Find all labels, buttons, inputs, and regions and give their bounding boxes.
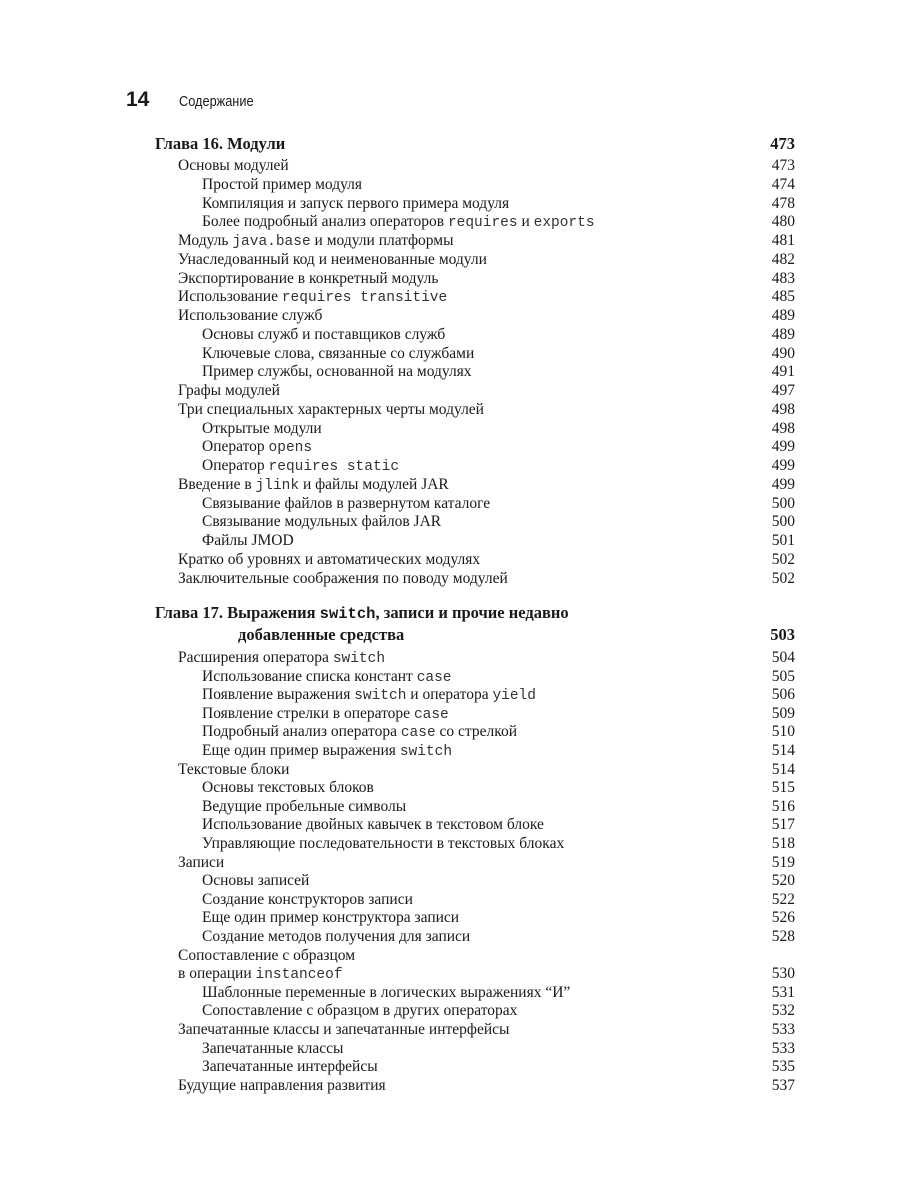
toc-entry-page: 514 <box>771 760 795 778</box>
toc-entry-title: Запечатанные интерфейсы <box>202 1058 378 1076</box>
toc-entry-title: Модуль java.base и модули платформы <box>178 232 454 250</box>
chapter-17-heading-line2 <box>0 625 900 644</box>
toc-entry <box>0 269 900 288</box>
toc-entry-title: Основы служб и поставщиков служб <box>202 325 446 343</box>
toc-entry-title: Использование служб <box>178 307 323 324</box>
toc-entry-page: 501 <box>771 532 795 549</box>
toc-entry <box>0 797 900 816</box>
toc-entry-title: Текстовые блоки <box>178 760 290 778</box>
toc-entry-page: 533 <box>771 1021 795 1038</box>
toc-entry-page: 505 <box>771 667 795 685</box>
toc-entry-title: Сопоставление с образцом <box>178 946 356 964</box>
toc-entry-title: Графы модулей <box>178 382 280 399</box>
toc-entry-title: Оператор opens <box>202 438 313 457</box>
toc-entry-title: Сопоставление с образцом в других операторах <box>202 1002 518 1020</box>
chapter-16-heading <box>0 134 900 153</box>
toc-entry-page: 499 <box>771 438 795 456</box>
toc-entry <box>0 175 900 194</box>
toc-entry <box>0 550 900 569</box>
toc-entry-title: Заключительные соображения по поводу модулей <box>178 569 508 587</box>
toc-entry-page: 518 <box>771 835 795 852</box>
toc-entry-page: 532 <box>771 1002 795 1020</box>
toc-entry <box>0 927 900 946</box>
toc-entry-page: 489 <box>771 325 795 343</box>
toc-entry <box>0 437 900 456</box>
toc-entry <box>0 648 900 667</box>
toc-entry <box>0 325 900 344</box>
toc-entry-page: 502 <box>771 550 795 568</box>
toc-entry <box>0 704 900 723</box>
toc-entry <box>0 815 900 834</box>
toc-entry-page: 500 <box>771 494 795 512</box>
toc-entry-title: Еще один пример конструктора записи <box>202 909 460 927</box>
toc-entry-title: Появление стрелки в операторе case <box>202 704 449 723</box>
toc-entry <box>0 890 900 909</box>
toc-entry-page: 522 <box>771 890 795 908</box>
toc-entry-title: Создание конструкторов записи <box>202 890 413 908</box>
toc-entry <box>0 306 900 325</box>
toc-entry-title: Использование двойных кавычек в текстовом блоке <box>202 816 544 834</box>
toc-entry-title: Создание методов получения для записи <box>202 928 471 945</box>
toc-entry <box>0 212 900 231</box>
toc-entry <box>0 569 900 588</box>
toc-entry-page: 489 <box>771 307 795 324</box>
toc-entry-page: 482 <box>771 250 795 268</box>
toc-entry <box>0 475 900 494</box>
toc-entry-page: 520 <box>771 872 795 890</box>
chapter-title: Глава 17. Выражения switch, записи и прочие недавно <box>155 603 569 623</box>
toc-entry <box>0 287 900 306</box>
toc-entry-page: 506 <box>771 686 795 704</box>
toc-entry <box>0 344 900 363</box>
toc-entry <box>0 456 900 475</box>
toc-entry-page: 537 <box>771 1076 795 1094</box>
toc-entry-page: 515 <box>771 779 795 797</box>
toc-entry <box>0 156 900 175</box>
toc-entry-page: 483 <box>771 269 795 287</box>
toc-entry-title: Пример службы, основанной на модулях <box>202 363 472 381</box>
toc-entry <box>0 685 900 704</box>
toc-entry-title: Три специальных характерных черты модулей <box>178 400 484 418</box>
toc-entry-title: Появление выражения switch и оператора yield <box>202 686 536 705</box>
toc-entry-title: в операции instanceof <box>178 965 343 984</box>
toc-entry <box>0 1001 900 1020</box>
toc-entry-page: 502 <box>771 569 795 587</box>
toc-entry-page: 517 <box>771 816 795 834</box>
toc-entry <box>0 512 900 531</box>
toc-entry-title: Ведущие пробельные символы <box>202 797 407 815</box>
toc-entry-title: Файлы JMOD <box>202 532 294 549</box>
running-title: Содержание <box>179 94 254 110</box>
toc-entry-page: 516 <box>771 797 795 815</box>
toc-entry-title: Записи <box>178 853 225 871</box>
toc-entry-title: Основы текстовых блоков <box>202 779 374 797</box>
toc-entry-title: Более подробный анализ операторов requires и exports <box>202 213 595 232</box>
toc-entry-page: 474 <box>771 175 795 193</box>
toc-entry-title: Использование списка констант case <box>202 667 452 686</box>
page-number: 14 <box>126 88 150 111</box>
toc-entry-title: Запечатанные классы <box>202 1039 344 1057</box>
toc-entry-title: Открытые модули <box>202 419 322 437</box>
chapter-page: 473 <box>770 134 795 153</box>
toc-entry <box>0 983 900 1002</box>
toc-entry <box>0 1020 900 1039</box>
toc-entry-page: 531 <box>771 983 795 1001</box>
toc-entry-page: 500 <box>771 513 795 531</box>
toc-entry <box>0 722 900 741</box>
toc-entry <box>0 908 900 927</box>
toc-entry-title: Введение в jlink и файлы модулей JAR <box>178 475 449 494</box>
toc-entry <box>0 964 900 983</box>
toc-entry <box>0 400 900 419</box>
toc-entry <box>0 1039 900 1058</box>
toc-entry <box>0 231 900 250</box>
toc-entry-page: 535 <box>771 1058 795 1076</box>
toc-entry-title: Экспортирование в конкретный модуль <box>178 269 439 287</box>
chapter-17-heading <box>0 603 900 622</box>
toc-entry-page: 481 <box>771 232 795 249</box>
toc-entry <box>0 194 900 213</box>
toc-entry-title: Шаблонные переменные в логических выражениях “И” <box>202 983 571 1001</box>
toc-entry-title: Связывание модульных файлов JAR <box>202 513 442 531</box>
toc-entry-page: 498 <box>771 400 795 418</box>
toc-entry <box>0 667 900 686</box>
toc-entry-page: 504 <box>771 649 795 666</box>
toc-entry-page: 473 <box>771 157 795 174</box>
toc-entry <box>0 1057 900 1076</box>
toc-entry-page: 498 <box>771 419 795 437</box>
toc-entry-page: 526 <box>771 909 795 927</box>
toc-entry-page: 510 <box>771 723 795 741</box>
chapter-title: Глава 16. Модули <box>155 134 286 153</box>
toc-entry-title: Унаследованный код и неименованные модули <box>178 250 487 268</box>
toc-entry-title: Расширения оператора switch <box>178 649 386 667</box>
toc-entry <box>0 381 900 400</box>
toc-entry-title: Подробный анализ оператора case со стрелкой <box>202 723 518 742</box>
toc-entry <box>0 871 900 890</box>
toc-entry <box>0 250 900 269</box>
chapter-title-line2: добавленные средства <box>238 625 405 644</box>
toc-entry-title: Еще один пример выражения switch <box>202 742 453 760</box>
toc-entry-title: Компиляция и запуск первого примера модуля <box>202 194 510 212</box>
toc-entry <box>0 1076 900 1095</box>
toc-entry <box>0 531 900 550</box>
toc-entry-title: Кратко об уровнях и автоматических модулях <box>178 550 481 568</box>
toc-entry <box>0 760 900 779</box>
toc-entry-title: Оператор requires static <box>202 457 400 475</box>
toc-entry-title: Управляющие последовательности в текстовых блоках <box>202 835 565 852</box>
toc-entry-page: 509 <box>771 704 795 722</box>
toc-entry-title: Использование requires transitive <box>178 288 448 307</box>
toc-entry <box>0 853 900 872</box>
toc-entry-page: 491 <box>771 363 795 381</box>
toc-entry-page: 530 <box>771 965 795 983</box>
toc-entry-page: 499 <box>771 475 795 493</box>
page-header <box>126 88 264 118</box>
chapter-page: 503 <box>770 625 795 644</box>
toc-entry <box>0 778 900 797</box>
toc-entry <box>0 419 900 438</box>
toc-entry <box>0 946 900 965</box>
toc-entry-page: 478 <box>771 194 795 212</box>
toc-entry-page: 485 <box>771 288 795 306</box>
toc-entry-page: 519 <box>771 853 795 871</box>
toc-entry-page: 514 <box>771 742 795 759</box>
toc-entry-title: Будущие направления развития <box>178 1076 386 1094</box>
toc-entry-title: Простой пример модуля <box>202 175 363 193</box>
toc-entry-page: 528 <box>771 928 795 945</box>
toc-entry <box>0 494 900 513</box>
toc-entry-title: Основы записей <box>202 872 310 890</box>
toc-entry-page: 497 <box>771 382 795 399</box>
toc-entry <box>0 834 900 853</box>
toc-entry <box>0 741 900 760</box>
toc-entry-page: 499 <box>771 457 795 474</box>
toc-entry-title: Основы модулей <box>178 157 289 174</box>
toc-entry-page: 490 <box>771 344 795 362</box>
toc-entry <box>0 362 900 381</box>
toc-entry-title: Ключевые слова, связанные со службами <box>202 344 475 362</box>
toc-entry-title: Связывание файлов в развернутом каталоге <box>202 494 491 512</box>
toc-entry-title: Запечатанные классы и запечатанные интерфейсы <box>178 1021 510 1038</box>
toc-entry-page: 480 <box>771 213 795 231</box>
toc-entry-page: 533 <box>771 1039 795 1057</box>
